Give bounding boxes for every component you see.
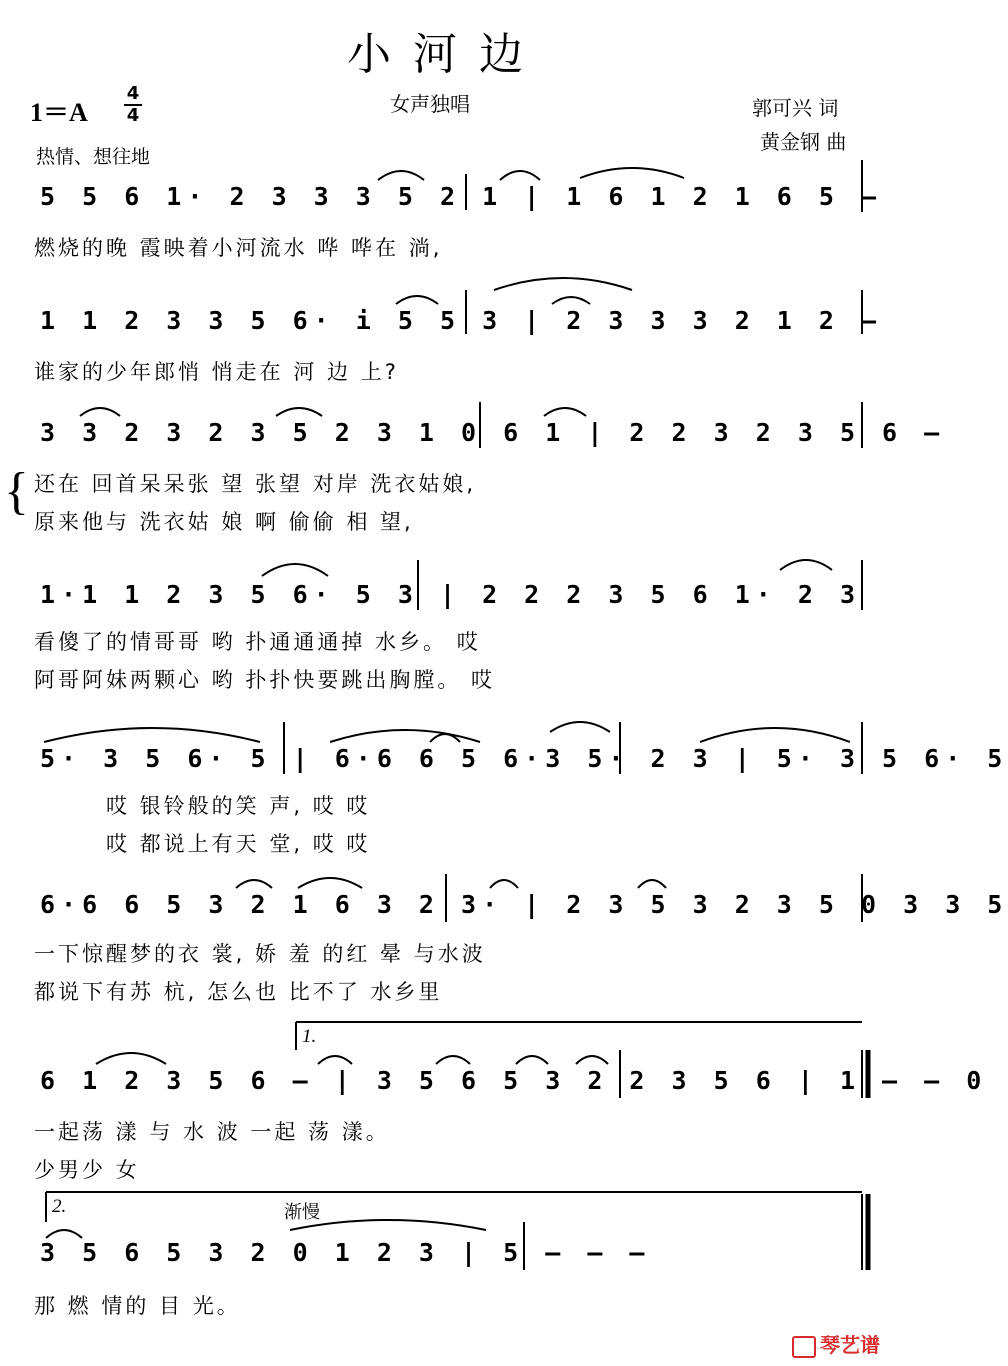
ritardando-marking: 渐慢 [284,1202,320,1223]
slur [580,168,684,178]
slur [700,728,850,742]
slur [494,278,632,290]
notes-line-7: 6 1 2 3 5 6 – | 3 5 6 5 3 2 2 3 5 6 | 1 – – 0 [40,1066,988,1095]
notes-line-3: 3 3 2 3 2 3 5 2 3 1 0 6 1 | 2 2 3 2 3 5 6 – [40,418,946,447]
expression-marking: 热情、想往地 [36,146,151,168]
notes-line-2: 1 1 2 3 3 5 6· i 5 5 3 | 2 3 3 3 2 1 2 – [40,306,883,335]
lyricist-credit: 郭可兴 词 [752,96,839,120]
slur [516,1056,548,1064]
volta-1-label: 1. [302,1026,317,1047]
notes-line-5: 5· 3 5 6· 5 | 6·6 6 5 6·3 5· 2 3 | 5· 3 5 6· 5 [40,744,1008,773]
slur [276,408,322,416]
slur [780,560,832,570]
key-signature: 1＝A [30,98,88,127]
slur [576,1056,608,1064]
slur [44,728,260,742]
performance-type: 女声独唱 [390,92,470,116]
logo-mark-icon [792,1336,816,1358]
song-title: 小河边 [347,29,545,80]
lyrics-line-4-verse-2: 阿哥阿妹两颗心 哟 扑扑快要跳出胸膛。 哎 [34,668,496,692]
slur [396,296,438,304]
logo-text: 琴艺谱 [820,1333,880,1357]
lyrics-line-3-verse-2: 原来他与 洗衣姑 娘 啊 偷偷 相 望, [34,510,414,534]
notes-line-8: 3 5 6 5 3 2 0 1 2 3 | 5 – – – [40,1238,651,1267]
slur [262,564,328,576]
slur [378,171,424,180]
slur [490,880,518,888]
notes-line-6: 6·6 6 5 3 2 1 6 3 2 3· | 2 3 5 3 2 3 5 0 3 3 5 [40,890,1008,919]
lyrics-line-3-verse-1: 还在 回首呆呆张 望 张望 对岸 洗衣姑娘, [34,472,477,496]
time-signature [124,84,142,126]
lyrics-line-4-verse-1: 看傻了的情哥哥 哟 扑通通通掉 水乡。 哎 [34,630,481,654]
slur [236,880,272,888]
volta-2-label: 2. [52,1196,67,1217]
notes-line-1: 5 5 6 1· 2 3 3 3 5 2 1 | 1 6 1 2 1 6 5 – [40,182,883,211]
time-signature-bottom: 4 [126,105,140,126]
notes-line-4: 1·1 1 2 3 5 6· 5 3 | 2 2 2 3 5 6 1· 2 3 [40,580,861,609]
slur [544,408,586,416]
slur [46,1230,82,1238]
slur [436,1056,470,1064]
composer-credit: 黄金钢 曲 [760,130,847,154]
lyrics-line-7-verse-1: 一起荡 漾 与 水 波 一起 荡 漾。 [34,1120,390,1144]
slur [80,408,120,416]
slur [638,880,666,888]
lyrics-line-5-verse-2: 哎 都说上有天 堂, 哎 哎 [106,832,371,856]
slur [96,1053,166,1064]
slur [318,1056,352,1064]
lyrics-line-5-verse-1: 哎 银铃般的笑 声, 哎 哎 [106,794,371,818]
slur [550,722,610,732]
lyrics-line-2: 谁家的少年郎悄 悄走在 河 边 上? [34,360,399,384]
time-signature-top: 4 [126,83,140,104]
slur [500,171,540,180]
slur [298,878,362,888]
slur [552,297,590,304]
lyrics-line-7-verse-2: 少男少 女 [34,1158,140,1182]
lyrics-line-8: 那 燃 情的 目 光。 [34,1294,241,1318]
lyrics-line-6-verse-1: 一下惊醒梦的衣 裳, 娇 羞 的红 晕 与水波 [34,942,486,966]
watermark-logo [792,1329,880,1358]
lyrics-line-1: 燃烧的晚 霞映着小河流水 哗 哗在 淌, [34,236,443,260]
lyrics-line-6-verse-2: 都说下有苏 杭, 怎么也 比不了 水乡里 [34,980,443,1004]
verse-brace: { [4,463,29,520]
